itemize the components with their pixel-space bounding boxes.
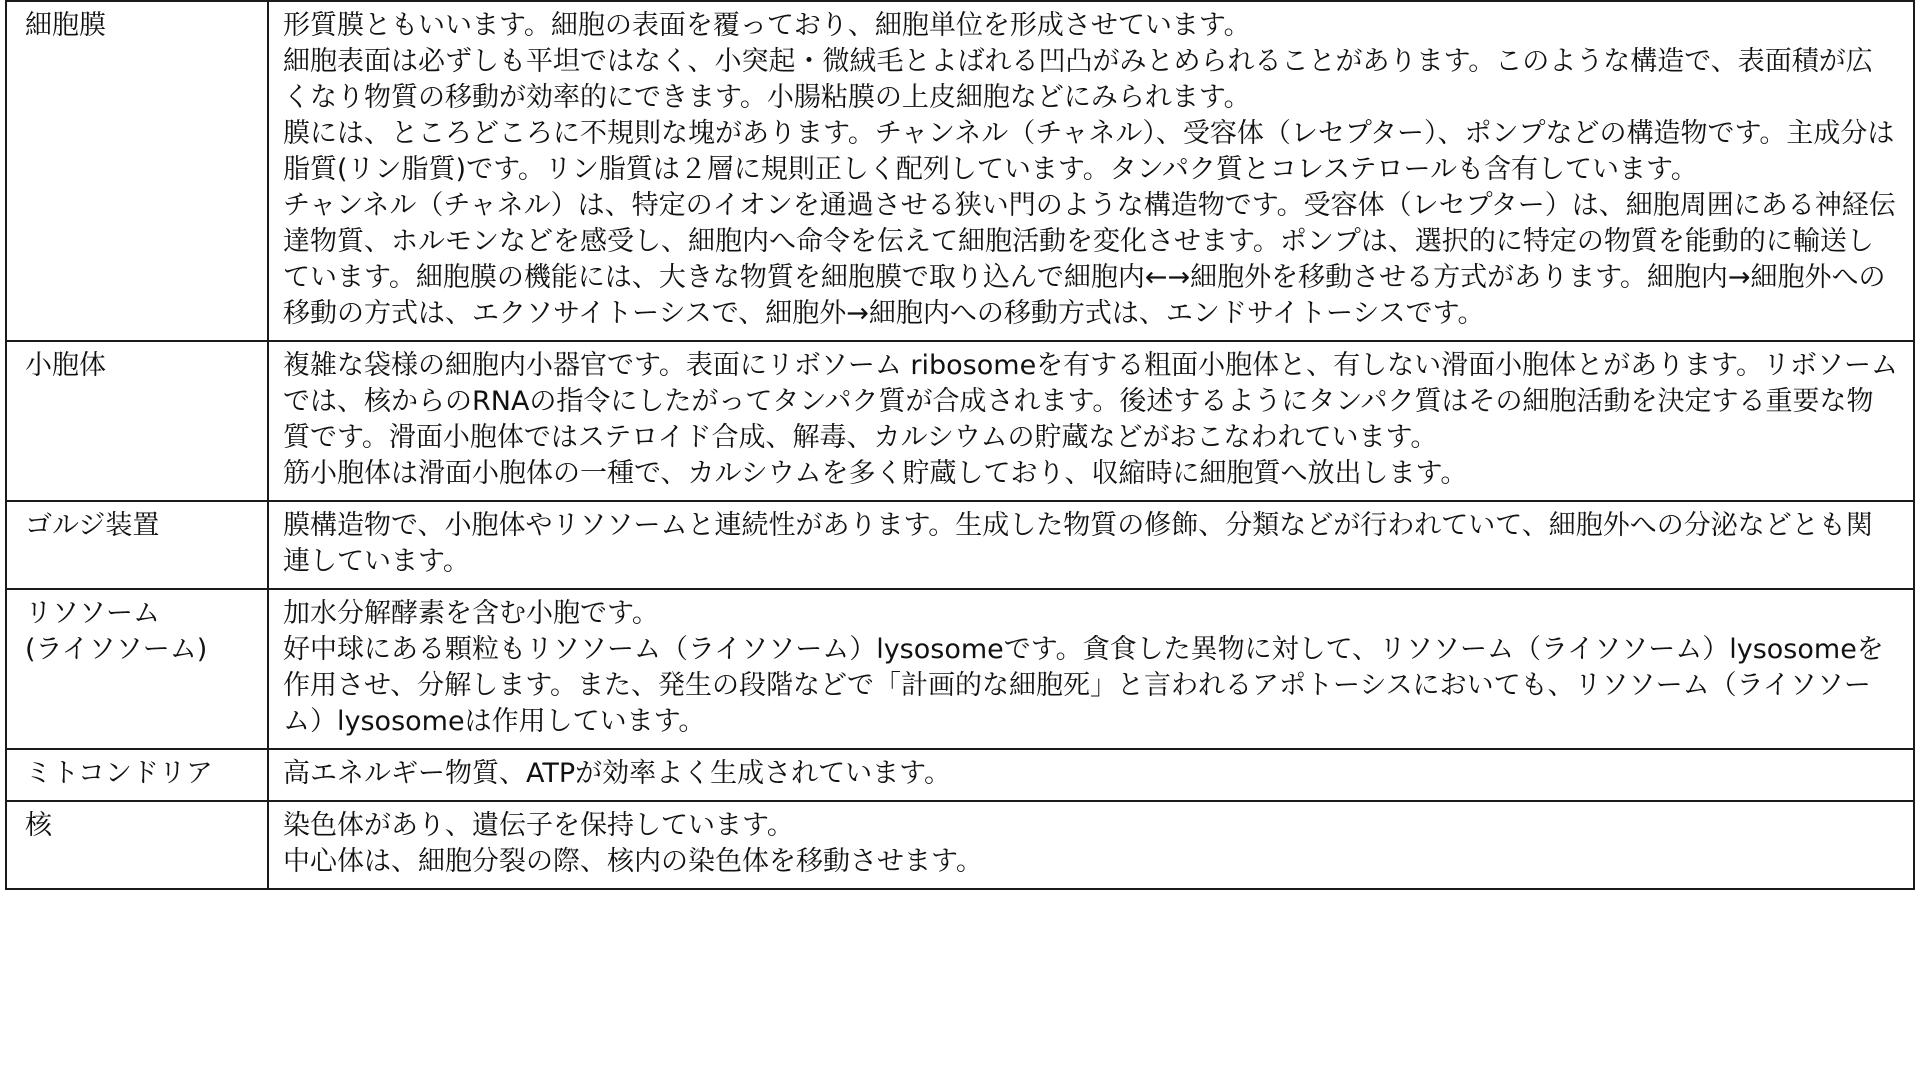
term-label: ゴルジ装置 <box>25 510 160 541</box>
term-cell <box>6 589 268 749</box>
description-cell <box>268 749 1914 801</box>
term-cell <box>6 749 268 801</box>
term-cell <box>6 801 268 889</box>
description-paragraph: 形質膜ともいいます。細胞の表面を覆っており、細胞単位を形成させています。 <box>283 10 1251 41</box>
term-cell <box>6 1 268 341</box>
description-paragraph: 中心体は、細胞分裂の際、核内の染色体を移動させます。 <box>283 846 983 877</box>
description-paragraph: 高エネルギー物質、ATPが効率よく生成されています。 <box>283 758 951 789</box>
organelle-table <box>5 0 1915 890</box>
term-label: ミトコンドリア <box>25 758 213 789</box>
description-cell <box>268 341 1914 501</box>
table-row <box>6 501 1914 589</box>
description-cell <box>268 501 1914 589</box>
description-paragraph: 膜構造物で、小胞体やリソソームと連続性があります。生成した物質の修飾、分類などが行われていて、細胞外への分泌などとも関連しています。 <box>283 510 1873 577</box>
table-row <box>6 341 1914 501</box>
description-paragraph: 複雑な袋様の細胞内小器官です。表面にリボソーム ribosomeを有する粗面小胞体と、有しない滑面小胞体とがあります。リボソームでは、核からのRNAの指令にしたがってタンパク質が合成されます。後述するようにタンパク質はその細胞活動を決定する重要な物質です。滑面小胞体ではステロイド合成、解毒、カルシウムの貯蔵などがおこなわれています。 <box>283 350 1899 453</box>
table-row <box>6 801 1914 889</box>
description-cell <box>268 801 1914 889</box>
term-cell <box>6 501 268 589</box>
table-row <box>6 589 1914 749</box>
description-paragraph: チャンネル（チャネル）は、特定のイオンを通過させる狭い門のような構造物です。受容体（レセプター）は、細胞周囲にある神経伝達物質、ホルモンなどを感受し、細胞内へ命令を伝えて細胞活動を変化させます。ポンプは、選択的に特定の物質を能動的に輸送しています。細胞膜の機能には、大きな物質を細胞膜で取り込んで細胞内←→細胞外を移動させる方式があります。細胞内→細胞外への移動の方式は、エクソサイトーシスで、細胞外→細胞内への移動方式は、エンドサイトーシスです。 <box>283 190 1896 329</box>
description-paragraph: 染色体があり、遺伝子を保持しています。 <box>283 810 794 841</box>
description-paragraph: 加水分解酵素を含む小胞です。 <box>283 598 659 629</box>
description-cell <box>268 1 1914 341</box>
table-row <box>6 1 1914 341</box>
table-row <box>6 749 1914 801</box>
description-paragraph: 膜には、ところどころに不規則な塊があります。チャンネル（チャネル）、受容体（レセプター）、ポンプなどの構造物です。主成分は脂質(リン脂質)です。リン脂質は２層に規則正しく配列しています。タンパク質とコレステロールも含有しています。 <box>283 118 1895 185</box>
term-cell <box>6 341 268 501</box>
description-paragraph: 細胞表面は必ずしも平坦ではなく、小突起・微絨毛とよばれる凹凸がみとめられることがあります。このような構造で、表面積が広くなり物質の移動が効率的にできます。小腸粘膜の上皮細胞などにみられます。 <box>283 46 1873 113</box>
term-label: 細胞膜 <box>25 10 106 41</box>
description-paragraph: 好中球にある顆粒もリソソーム（ライソソーム）lysosomeです。貪食した異物に対して、リソソーム（ライソソーム）lysosomeを作用させ、分解します。また、発生の段階などで「計画的な細胞死」と言われるアポトーシスにおいても、リソソーム（ライソソーム）lysosomeは作用しています。 <box>283 634 1884 737</box>
description-cell <box>268 589 1914 749</box>
description-paragraph: 筋小胞体は滑面小胞体の一種で、カルシウムを多く貯蔵しており、収縮時に細胞質へ放出します。 <box>283 458 1468 489</box>
term-label: 核 <box>25 810 52 841</box>
term-label: リソソーム (ライソソーム) <box>25 598 208 665</box>
term-label: 小胞体 <box>25 350 106 381</box>
